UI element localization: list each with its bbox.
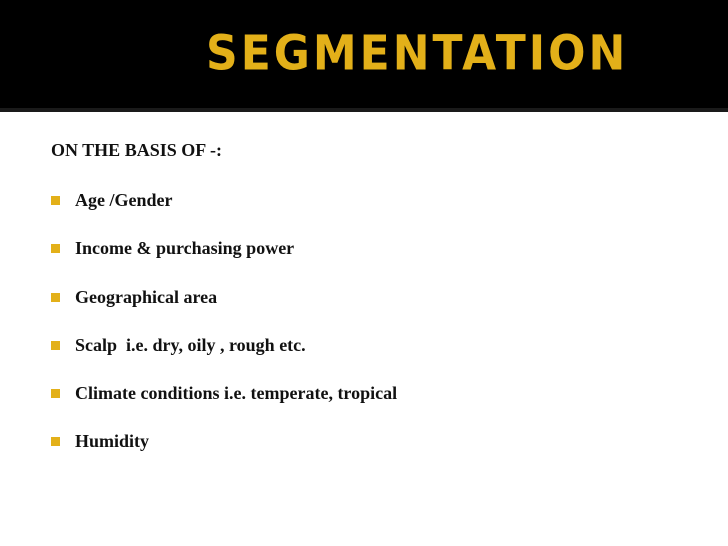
square-bullet-icon xyxy=(51,244,60,253)
list-item-label: Income & purchasing power xyxy=(75,237,295,258)
list-item xyxy=(51,188,172,212)
list-item-label: Climate conditions i.e. temperate, tropical xyxy=(75,382,398,403)
square-bullet-icon xyxy=(51,293,60,302)
list-item-label: Scalp i.e. dry, oily , rough etc. xyxy=(75,334,306,355)
list-item xyxy=(51,429,149,453)
square-bullet-icon xyxy=(51,341,60,350)
list-item xyxy=(51,333,306,357)
list-item-label: Humidity xyxy=(75,430,150,451)
list-item xyxy=(51,236,294,260)
square-bullet-icon xyxy=(51,437,60,446)
list-item-label: Geographical area xyxy=(75,286,218,307)
square-bullet-icon xyxy=(51,389,60,398)
slide-heading: ON THE BASIS OF -: xyxy=(51,140,223,160)
list-item xyxy=(51,381,397,405)
square-bullet-icon xyxy=(51,196,60,205)
slide-title: SEGMENTATION xyxy=(206,25,629,82)
list-item-label: Age /Gender xyxy=(75,189,173,210)
list-item xyxy=(51,285,217,309)
